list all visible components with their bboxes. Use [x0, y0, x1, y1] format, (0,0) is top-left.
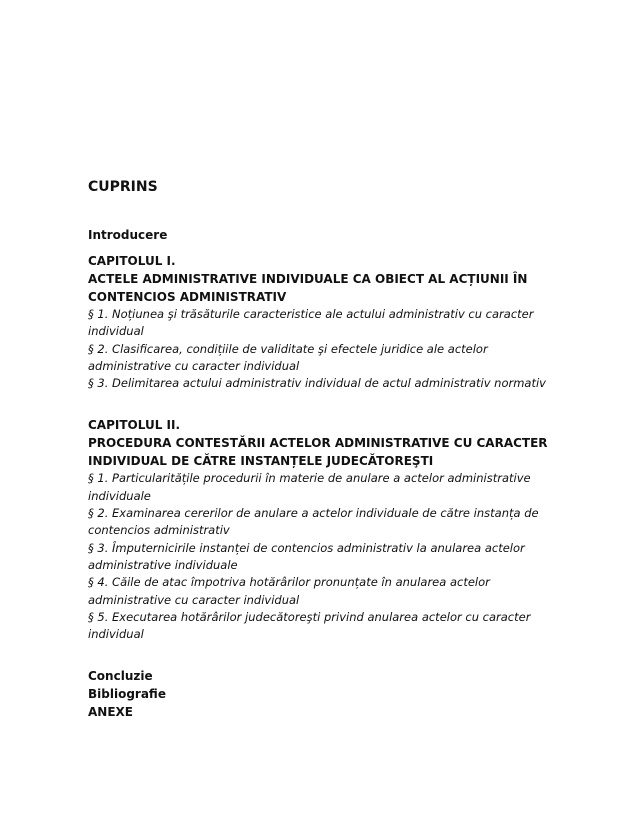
chapter-2	[88, 416, 558, 643]
chapter-1	[88, 252, 558, 392]
annexes-entry: ANEXE	[88, 705, 133, 720]
bibliography-entry: Bibliografie	[88, 687, 166, 702]
chapter-label: CAPITOLUL II.	[88, 418, 181, 433]
table-of-contents	[88, 178, 558, 721]
section-entry: § 1. Noțiunea şi trăsăturile caracteristice ale actului administrativ cu caracter individual	[88, 307, 534, 339]
toc-title: CUPRINS	[88, 179, 158, 195]
section-entry: § 2. Clasificarea, condițiile de validitate şi efectele juridice ale actelor administrative cu caracter individual	[88, 341, 488, 373]
section-entry: § 3. Împuternicirile instanței de contencios administrativ la anularea actelor administrative individuale	[88, 540, 525, 572]
chapter-label: CAPITOLUL I.	[88, 254, 176, 268]
section-entry: § 2. Examinarea cererilor de anulare a actelor individuale de către instanța de contencios administrativ	[88, 506, 539, 538]
closing-entries	[88, 667, 558, 721]
introduction-entry: Introducere	[88, 228, 168, 242]
section-entry: § 1. Particularitățile procedurii în materie de anulare a actelor administrative individuale	[88, 471, 531, 503]
section-entry: § 4. Căile de atac împotriva hotărârilor pronunțate în anularea actelor administrative cu caracter individual	[88, 575, 490, 607]
conclusion-entry: Concluzie	[88, 669, 153, 684]
section-entry: § 5. Executarea hotărârilor judecătoreşti privind anularea actelor cu caracter individual	[88, 609, 531, 642]
section-entry: § 3. Delimitarea actului administrativ individual de actul administrativ normativ	[88, 376, 546, 391]
chapter-title: ACTELE ADMINISTRATIVE INDIVIDUALE CA OBIECT AL ACȚIUNII ÎN CONTENCIOS ADMINISTRATIV	[88, 272, 528, 304]
chapter-title: PROCEDURA CONTESTĂRII ACTELOR ADMINISTRATIVE CU CARACTER INDIVIDUAL DE CĂTRE INSTANȚELE JUDECĂTOREŞTI	[88, 436, 548, 469]
